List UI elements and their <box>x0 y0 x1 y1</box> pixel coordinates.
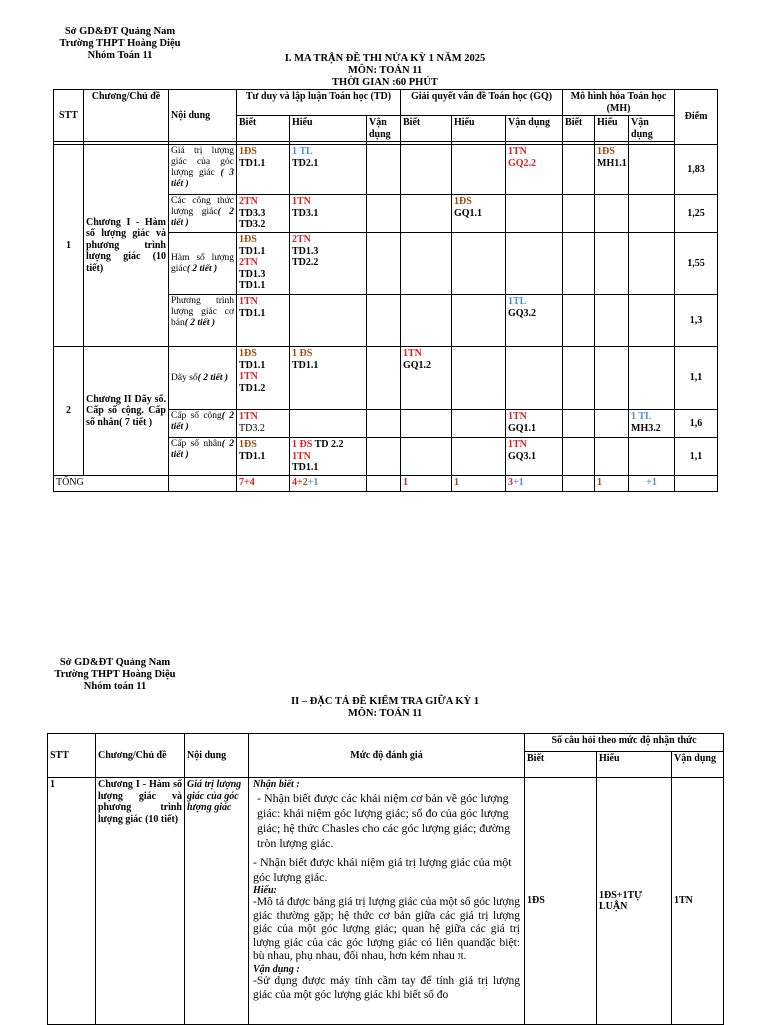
spec-r1-vandung: 1TN <box>672 778 724 1025</box>
total-gq-hieu: 1 <box>452 476 506 492</box>
spec-col-content: Nội dung <box>185 734 249 778</box>
ch1-stt: 1 <box>54 145 84 347</box>
ch1-r4-content: Phương trình lượng giác cơ bản( 2 tiết ) <box>169 295 237 347</box>
spec-r1-levels <box>249 778 525 1025</box>
table-row <box>54 145 718 195</box>
ch1-r4-score: 1,3 <box>675 295 718 347</box>
ch2-r3-gq-vd: 1TN GQ3.1 <box>506 438 563 476</box>
total-gq-biet: 1 <box>401 476 452 492</box>
ch1-r1-mh-hieu: 1ĐS MH1.1 <box>595 145 629 195</box>
ch2-stt: 2 <box>54 347 84 476</box>
col-content: Nội dung <box>169 90 237 142</box>
col-group-gq: Giải quyết vấn đề Toán học (GQ) <box>401 90 563 116</box>
school-name: Trường THPT Hoàng Diệu <box>59 38 181 49</box>
matrix-title-line3: THỜI GIAN :60 PHÚT <box>332 77 438 88</box>
spec-col-chapter: Chương/Chủ đề <box>96 734 185 778</box>
col-group-mh: Mô hình hóa Toán học (MH) <box>563 90 675 116</box>
total-label: TỔNG <box>54 476 169 492</box>
ch1-r1-gq-vd: 1TN GQ2.2 <box>506 145 563 195</box>
ch2-r1-content: Dãy số( 2 tiết ) <box>169 347 237 410</box>
spec-r1-stt: 1 <box>48 778 96 1025</box>
matrix-table <box>53 89 718 492</box>
total-mh-vd: +1 <box>629 476 675 492</box>
ch2-r2-gq-vd: 1TN GQ1.1 <box>506 410 563 438</box>
ch2-r2-content: Cấp số cộng( 2 tiết ) <box>169 410 237 438</box>
mh-biet: Biết <box>563 116 595 142</box>
ch1-r1-td-biet: 1ĐS TD1.1 <box>237 145 290 195</box>
ch1-r4-td-biet: 1TN TD1.1 <box>237 295 290 347</box>
spec-title-line1: II – ĐẶC TẢ ĐỀ KIỂM TRA GIỮA KỲ 1 <box>291 696 479 707</box>
td-biet: Biết <box>237 116 290 142</box>
spec-col-biet: Biết <box>525 752 597 778</box>
col-chapter: Chương/Chủ đề <box>84 90 169 142</box>
matrix-title <box>230 53 540 89</box>
spec-r1-hieu: 1ĐS+1TỰ LUẬN <box>597 778 672 1025</box>
org-header-1 <box>40 26 200 62</box>
ch2-r2-td-biet: 1TN TD3.2 <box>237 410 290 438</box>
ch1-chapter: Chương I - Hàm số lượng giác và phương trình lượng giác (10 tiết) <box>84 145 169 347</box>
matrix-title-line2: MÔN: TOÁN 11 <box>347 65 423 76</box>
td-hieu: Hiểu <box>290 116 367 142</box>
ch1-r2-gq-hieu: 1ĐS GQ1.1 <box>452 195 506 233</box>
gq-vandung: Vận dụng <box>506 116 563 142</box>
spec-title-line2: MÔN: TOÁN 11 <box>347 708 423 719</box>
matrix-title-line1: I. MA TRẬN ĐỀ THI NỬA KỲ 1 NĂM 2025 <box>284 53 486 64</box>
total-gq-vd: 3+1 <box>506 476 563 492</box>
spec-col-hieu: Hiểu <box>597 752 672 778</box>
ch2-r2-mh-vd: 1 TL MH3.2 <box>629 410 675 438</box>
col-score: Điểm <box>675 90 718 145</box>
spec-col-vandung: Vận dụng <box>672 752 724 778</box>
ch1-r3-content: Hàm số lượng giác( 2 tiết ) <box>169 233 237 295</box>
org-header-2 <box>35 657 195 693</box>
nb-item-2: - Nhận biết được khái niệm giá trị lượng giác của một góc lượng giác. <box>253 854 512 884</box>
group-name: Nhóm Toán 11 <box>87 50 153 61</box>
ch2-r3-td-hieu: 1 ĐS TD 2.2 1TN TD1.1 <box>290 438 367 476</box>
ch2-chapter: Chương II Dãy số. Cấp số cộng. Cấp số nhân( 7 tiết ) <box>84 347 169 476</box>
ch1-r2-score: 1,25 <box>675 195 718 233</box>
ch1-r3-score: 1,55 <box>675 233 718 295</box>
nb-item-1: - Nhận biết được các khái niệm cơ bản về góc lượng giác: khái niệm góc lượng giác; số đo của góc lượng giác; hệ thức Chasles cho các góc lượng giác; đường tròn lượng giác. <box>257 790 511 850</box>
ch1-r1-score: 1,83 <box>675 145 718 195</box>
table-row <box>54 347 718 410</box>
gq-biet: Biết <box>401 116 452 142</box>
spec-r1-chapter: Chương I - Hàm số lượng giác và phương trình lượng giác (10 tiết) <box>96 778 185 1025</box>
ch1-r2-td-biet: 2TN TD3.3 TD3.2 <box>237 195 290 233</box>
spec-col-stt: STT <box>48 734 96 778</box>
spec-r1-biet: 1ĐS <box>525 778 597 1025</box>
group-name-2: Nhóm toán 11 <box>83 681 147 692</box>
td-vandung: Vận dụng <box>367 116 401 142</box>
label-van-dung: Vận dụng : <box>253 963 300 975</box>
total-td-hieu: 4+2+1 <box>290 476 367 492</box>
ch2-r1-td-hieu: 1 ĐS TD1.1 <box>290 347 367 410</box>
ch1-r1-content: Giá trị lượng giác của góc lượng giác ( 3 tiết ) <box>169 145 237 195</box>
ch2-r2-score: 1,6 <box>675 410 718 438</box>
ch2-r3-score: 1,1 <box>675 438 718 476</box>
label-hieu: Hiểu: <box>253 884 277 896</box>
gq-hieu: Hiểu <box>452 116 506 142</box>
ch1-r4-gq-vd: 1TL GQ3.2 <box>506 295 563 347</box>
ch1-r3-td-biet: 1ĐS TD1.1 2TN TD1.3 TD1.1 <box>237 233 290 295</box>
ch1-r2-content: Các công thức lượng giác( 2 tiết ) <box>169 195 237 233</box>
ch2-r1-gq-biet: 1TN GQ1.2 <box>401 347 452 410</box>
total-td-biet: 7+4 <box>237 476 290 492</box>
ch2-r3-td-biet: 1ĐS TD1.1 <box>237 438 290 476</box>
vd-item-1: -Sử dụng được máy tính cầm tay để tính giá trị lượng giác của một góc lượng giác khi biết số đo <box>253 975 520 1001</box>
spec-table <box>47 733 724 1025</box>
ch2-r1-score: 1,1 <box>675 347 718 410</box>
hieu-item-1: -Mô tả được bảng giá trị lượng giác của một số góc lượng giác thường gặp; hệ thức cơ bản giữa các giá trị lượng giác của một góc lượng giác; quan hệ giữa các giá trị lượng giác của các góc lượng giác có liên quandặc biệt: bù nhau, phụ nhau, đối nhau, hơn kém nhau π. <box>253 896 520 962</box>
spec-col-count: Số câu hỏi theo mức độ nhận thức <box>525 734 724 752</box>
dept-name-2: Sở GD&ĐT Quảng Nam <box>59 657 171 668</box>
mh-vandung: Vận dụng <box>629 116 675 142</box>
school-name-2: Trường THPT Hoàng Diệu <box>54 669 176 680</box>
ch2-r1-td-biet: 1ĐS TD1.1 1TN TD1.2 <box>237 347 290 410</box>
mh-hieu: Hiểu <box>595 116 629 142</box>
spec-r1-content: Giá trị lượng giác của góc lượng giác <box>185 778 249 1025</box>
col-stt: STT <box>54 90 84 142</box>
total-row <box>54 476 718 492</box>
spec-col-level: Mức độ đánh giá <box>249 734 525 778</box>
col-group-td: Tư duy và lập luận Toán học (TD) <box>237 90 401 116</box>
ch2-r3-content: Cấp số nhân( 2 tiết ) <box>169 438 237 476</box>
total-mh-hieu: 1 <box>595 476 629 492</box>
spec-title <box>230 696 540 720</box>
ch1-r3-td-hieu: 2TN TD1.3 TD2.2 <box>290 233 367 295</box>
table-row <box>48 778 724 1025</box>
label-nhan-biet: Nhận biết : <box>253 779 300 790</box>
ch1-r1-td-hieu: 1 TL TD2.1 <box>290 145 367 195</box>
ch1-r2-td-hieu: 1TN TD3.1 <box>290 195 367 233</box>
dept-name: Sở GD&ĐT Quảng Nam <box>64 26 176 37</box>
